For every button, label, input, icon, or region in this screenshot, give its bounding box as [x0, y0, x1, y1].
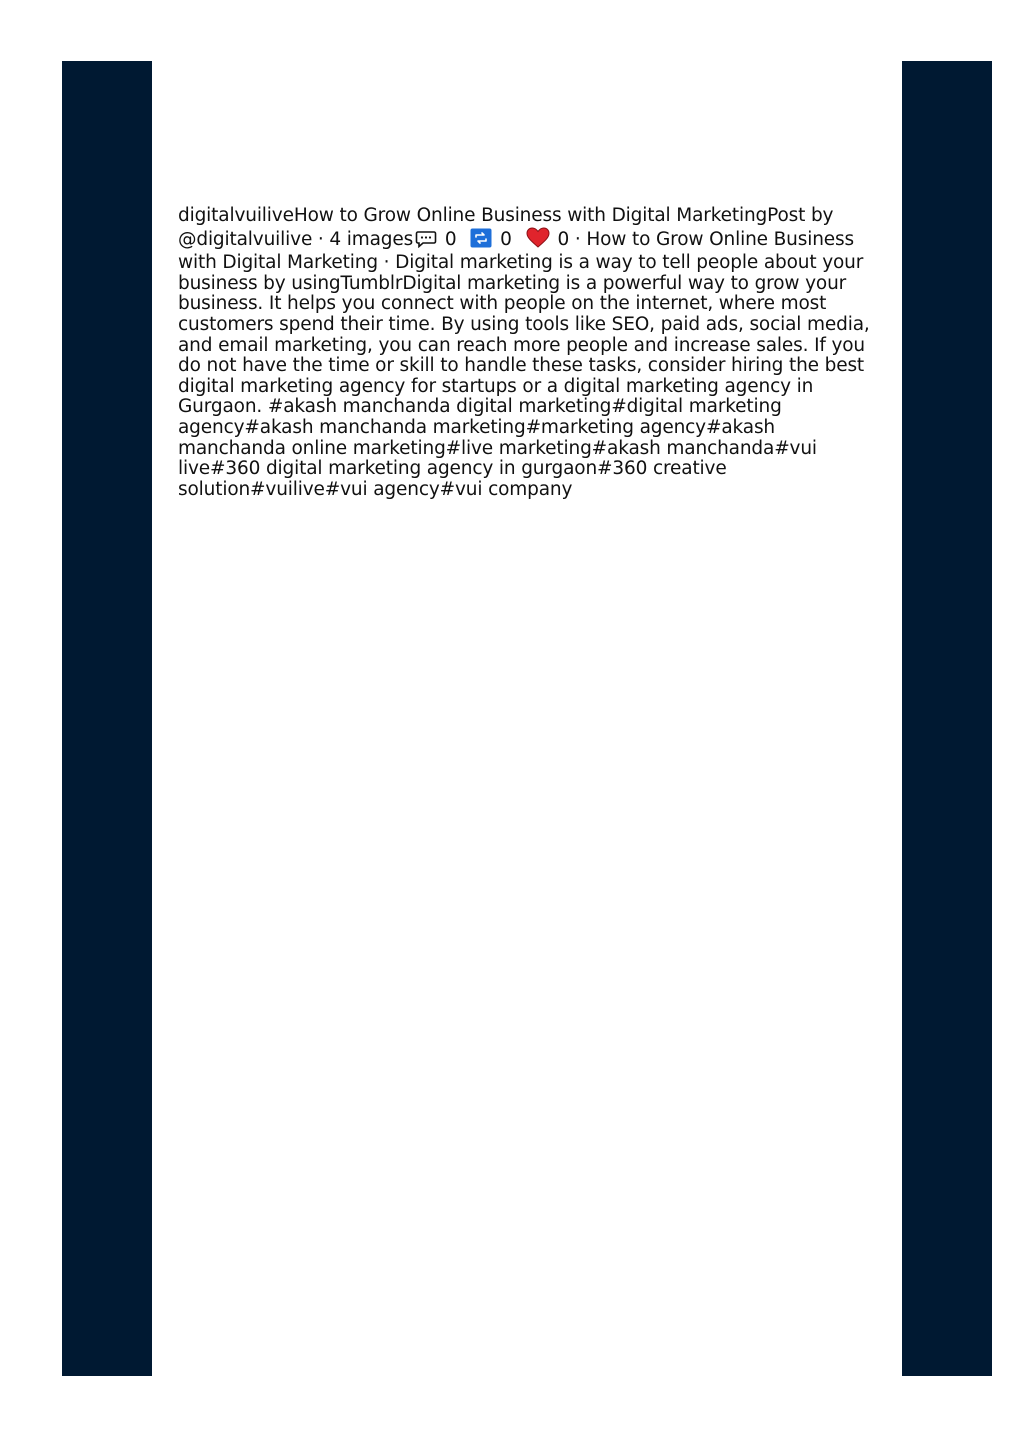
post-title[interactable]: How to Grow Online Business with Digital Marketing: [293, 205, 768, 226]
post-content: [178, 206, 870, 500]
post-byline: Post by @digitalvuilive · 4 images: [178, 205, 834, 250]
right-sidebar-band: [902, 61, 992, 1376]
post-summary: · How to Grow Online Business with Digital Marketing · Digital marketing is a way to tell people about your business by using: [178, 228, 864, 294]
post-source[interactable]: Tumblr: [340, 272, 403, 294]
like-count: 0: [557, 228, 570, 250]
left-sidebar-band: [62, 61, 152, 1376]
reblog-icon[interactable]: [470, 228, 492, 254]
comment-count: 0: [444, 228, 457, 250]
page-frame: [62, 61, 992, 1376]
reblog-count: 0: [500, 228, 512, 250]
heart-icon[interactable]: [526, 227, 550, 254]
comment-icon[interactable]: [415, 230, 437, 254]
post-body: Digital marketing is a powerful way to grow your business. It helps you connect with people on the internet, where most customers spend their time. By using tools like SEO, paid ads, social media, and email marketing, you can reach more people and increase sales. If you do not have the time or skill to handle these tasks, consider hiring the best digital marketing agency for startups or a digital marketing agency in Gurgaon.: [178, 272, 870, 418]
post-tags[interactable]: #akash manchanda digital marketing#digital marketing agency#akash manchanda marketing#marketing agency#akash manchanda online marketing#live marketing#akash manchanda#vui live#360 digital marketing agency in gurgaon#360 creative solution#vuilive#vui agency#vui company: [178, 396, 817, 500]
post-author[interactable]: digitalvuilive: [178, 205, 294, 226]
